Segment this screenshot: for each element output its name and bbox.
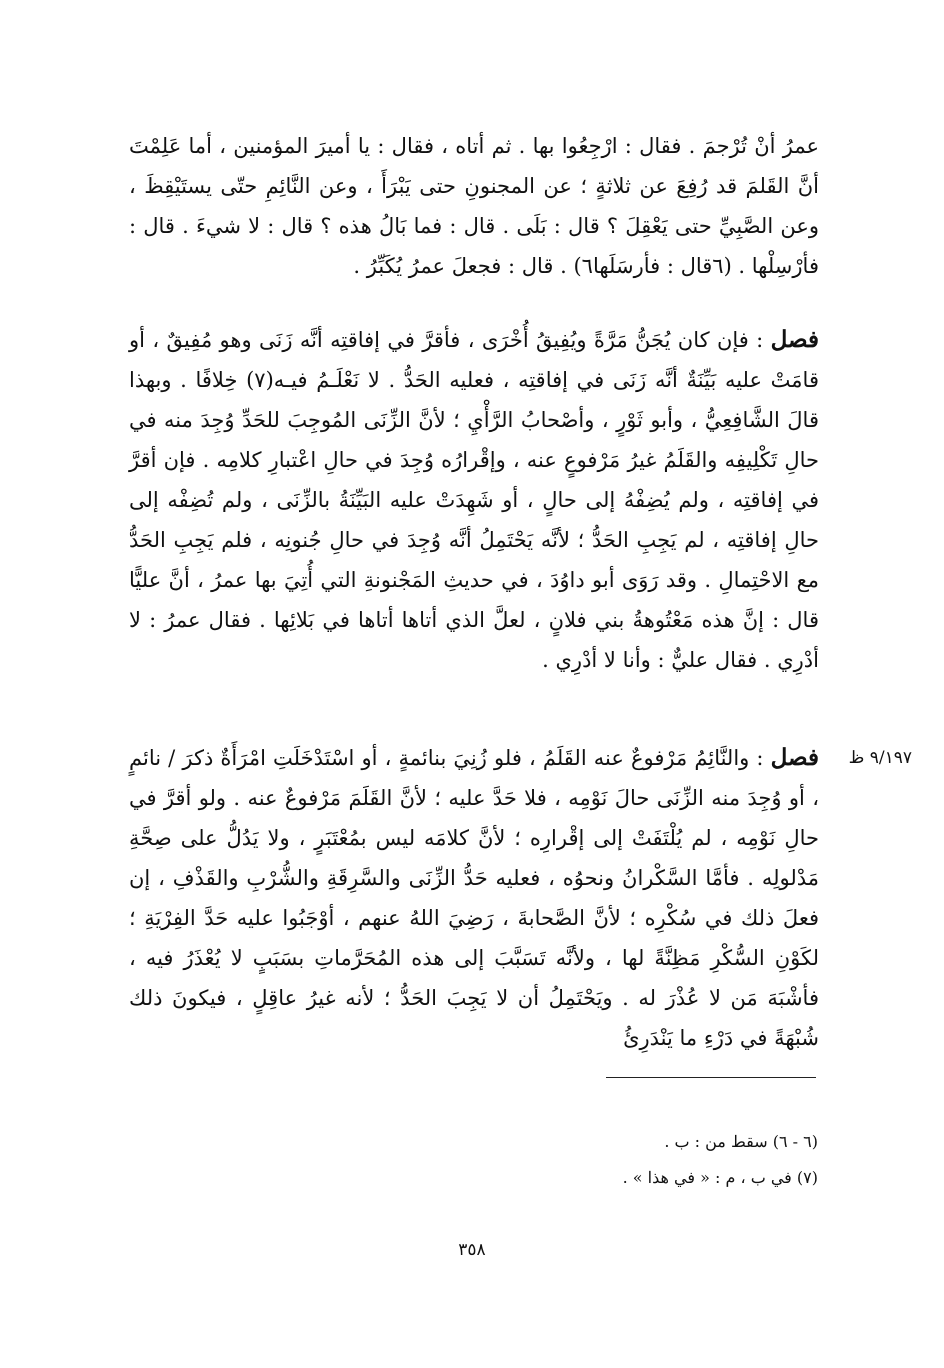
paragraph [129, 738, 819, 1058]
footnote: (٦ - ٦) سقط من : ب . [664, 1132, 818, 1151]
section-heading: فصل [770, 744, 819, 771]
margin-reference: ٩/١٩٧ ظ [848, 748, 912, 768]
page-number: ٣٥٨ [458, 1240, 486, 1260]
footnotes [128, 1124, 818, 1196]
footnote: (٧) في ب ، م : « في هذا » . [622, 1168, 818, 1187]
section-fasl-insanity [129, 320, 819, 680]
footnote-divider [606, 1077, 816, 1078]
section-fasl-sleeper [129, 738, 819, 1058]
paragraph-text: عمرُ أنْ تُرْجمَ . فقال : ارْجِعُوا بها . ثم أتاه ، فقال : يا أميرَ المؤمنين ، أما عَلِمْتَ أنَّ القَلمَ قد رُفِعَ عن ثلاثةٍ ؛ عن المجنونِ حتى يَبْرَأَ ، وعن النَّائِمِ حتّى يستَيْقِظَ ، وعن الصَّبِيِّ حتى يَعْقِلَ ؟ قال : بَلَى . قال : فما بَالُ هذه ؟ قال : لا شيءَ . قال : فأرْسِلْها . (٦قال : فأرسَلَها٦) . قال : فجعلَ عمرُ يُكَبِّرُ . [129, 134, 819, 278]
paragraph-text: : والنَّائِمُ مَرْفوعٌ عنه القَلَمُ ، فلو زُنِيَ بنائمةٍ ، أو اسْتَدْخَلَتِ امْرَأَةٌ ذكرَ / نائمٍ ، أو وُجِدَ منه الزِّنَى حالَ نَوْمِه ، فلا حَدَّ عليه ؛ لأنَّ القَلَمَ مَرْفوعٌ عنه . ولو أقرَّ في حالِ نَوْمِه ، لم يُلْتَفَتْ إلى إقْرارِه ؛ لأنَّ كلامَه ليس بمُعْتَبَرٍ ، ولا يَدُلُّ على صِحَّةِ مَدْلولِه . فأمَّا السَّكْرانُ ونحوُه ، فعليه حَدُّ الزِّنَى والسَّرِقَةِ والشُّرْبِ والقَذْفِ ، إن فعلَ ذلك في سُكْرِه ؛ لأنَّ الصَّحابةَ ، رَضِيَ اللهُ عنهم ، أوْجَبُوا عليه حَدَّ الفِرْيَةِ ؛ لكَوْنِ السُّكْرِ مَظِنَّةً لها ، ولأنَّه تَسَبَّبَ إلى هذه المُحَرَّماتِ بسَبَبٍ لا يُعْذَرُ فيه ، فأشْبَهَ مَن لا عُذْرَ له . ويَحْتَمِلُ أن لا يَجِبَ الحَدُّ ؛ لأنه غيرُ عاقِلٍ ، فيكونَ ذلك شُبْهَةً في دَرْءِ ما يَنْدَرِئُ [129, 746, 819, 1050]
paragraph-text: : فإن كان يُجَنُّ مَرَّةً ويُفِيقُ أُخْرَى ، فأقرَّ في إفاقتِه أنَّه زَنَى وهو مُفِيقٌ ، أو قامَتْ عليه بَيِّنَةٌ أنَّه زَنَى في إفاقتِه ، فعليه الحَدُّ . لا نَعْلَـمُ فيـه(٧) خِلافًا . وبهذا قالَ الشَّافِعِيُّ ، وأبو ثَوْرٍ ، وأصْحابُ الرَّأْيِ ؛ لأنَّ الزِّنَى المُوجِبَ للحَدِّ وُجِدَ منه في حالِ تَكْلِيفِه والقَلَمُ غيرُ مَرْفوعٍ عنه ، وإقْرارُه وُجِدَ في حالِ اعْتبارِ كلامِه . فإن أقرَّ في إفاقتِه ، ولم يُضِفْهُ إلى حالٍ ، أو شَهِدَتْ عليه البَيِّنَةُ بالزِّنَى ، ولم تُضِفْه إلى حالِ إفاقتِه ، لم يَجِبِ الحَدُّ ؛ لأنَّه يَحْتَمِلُ أنَّه وُجِدَ في حالِ جُنونِه ، فلم يَجِبِ الحَدُّ مع الاحْتِمالِ . وقد رَوَى أبو داوُدَ ، في حديثِ المَجْنونةِ التي أُتِيَ بها عمرُ ، أنَّ عليًّا قال : إنَّ هذه مَعْتُوهةُ بني فلانٍ ، لعلَّ الذي أتاها أتاها في بَلائِها . فقال عمرُ : لا أدْرِي . فقال عليٌّ : وأنا لا أدْرِي . [129, 328, 819, 672]
section-heading: فصل [770, 326, 819, 353]
paragraph [129, 320, 819, 680]
paragraph-continuation [129, 126, 819, 286]
